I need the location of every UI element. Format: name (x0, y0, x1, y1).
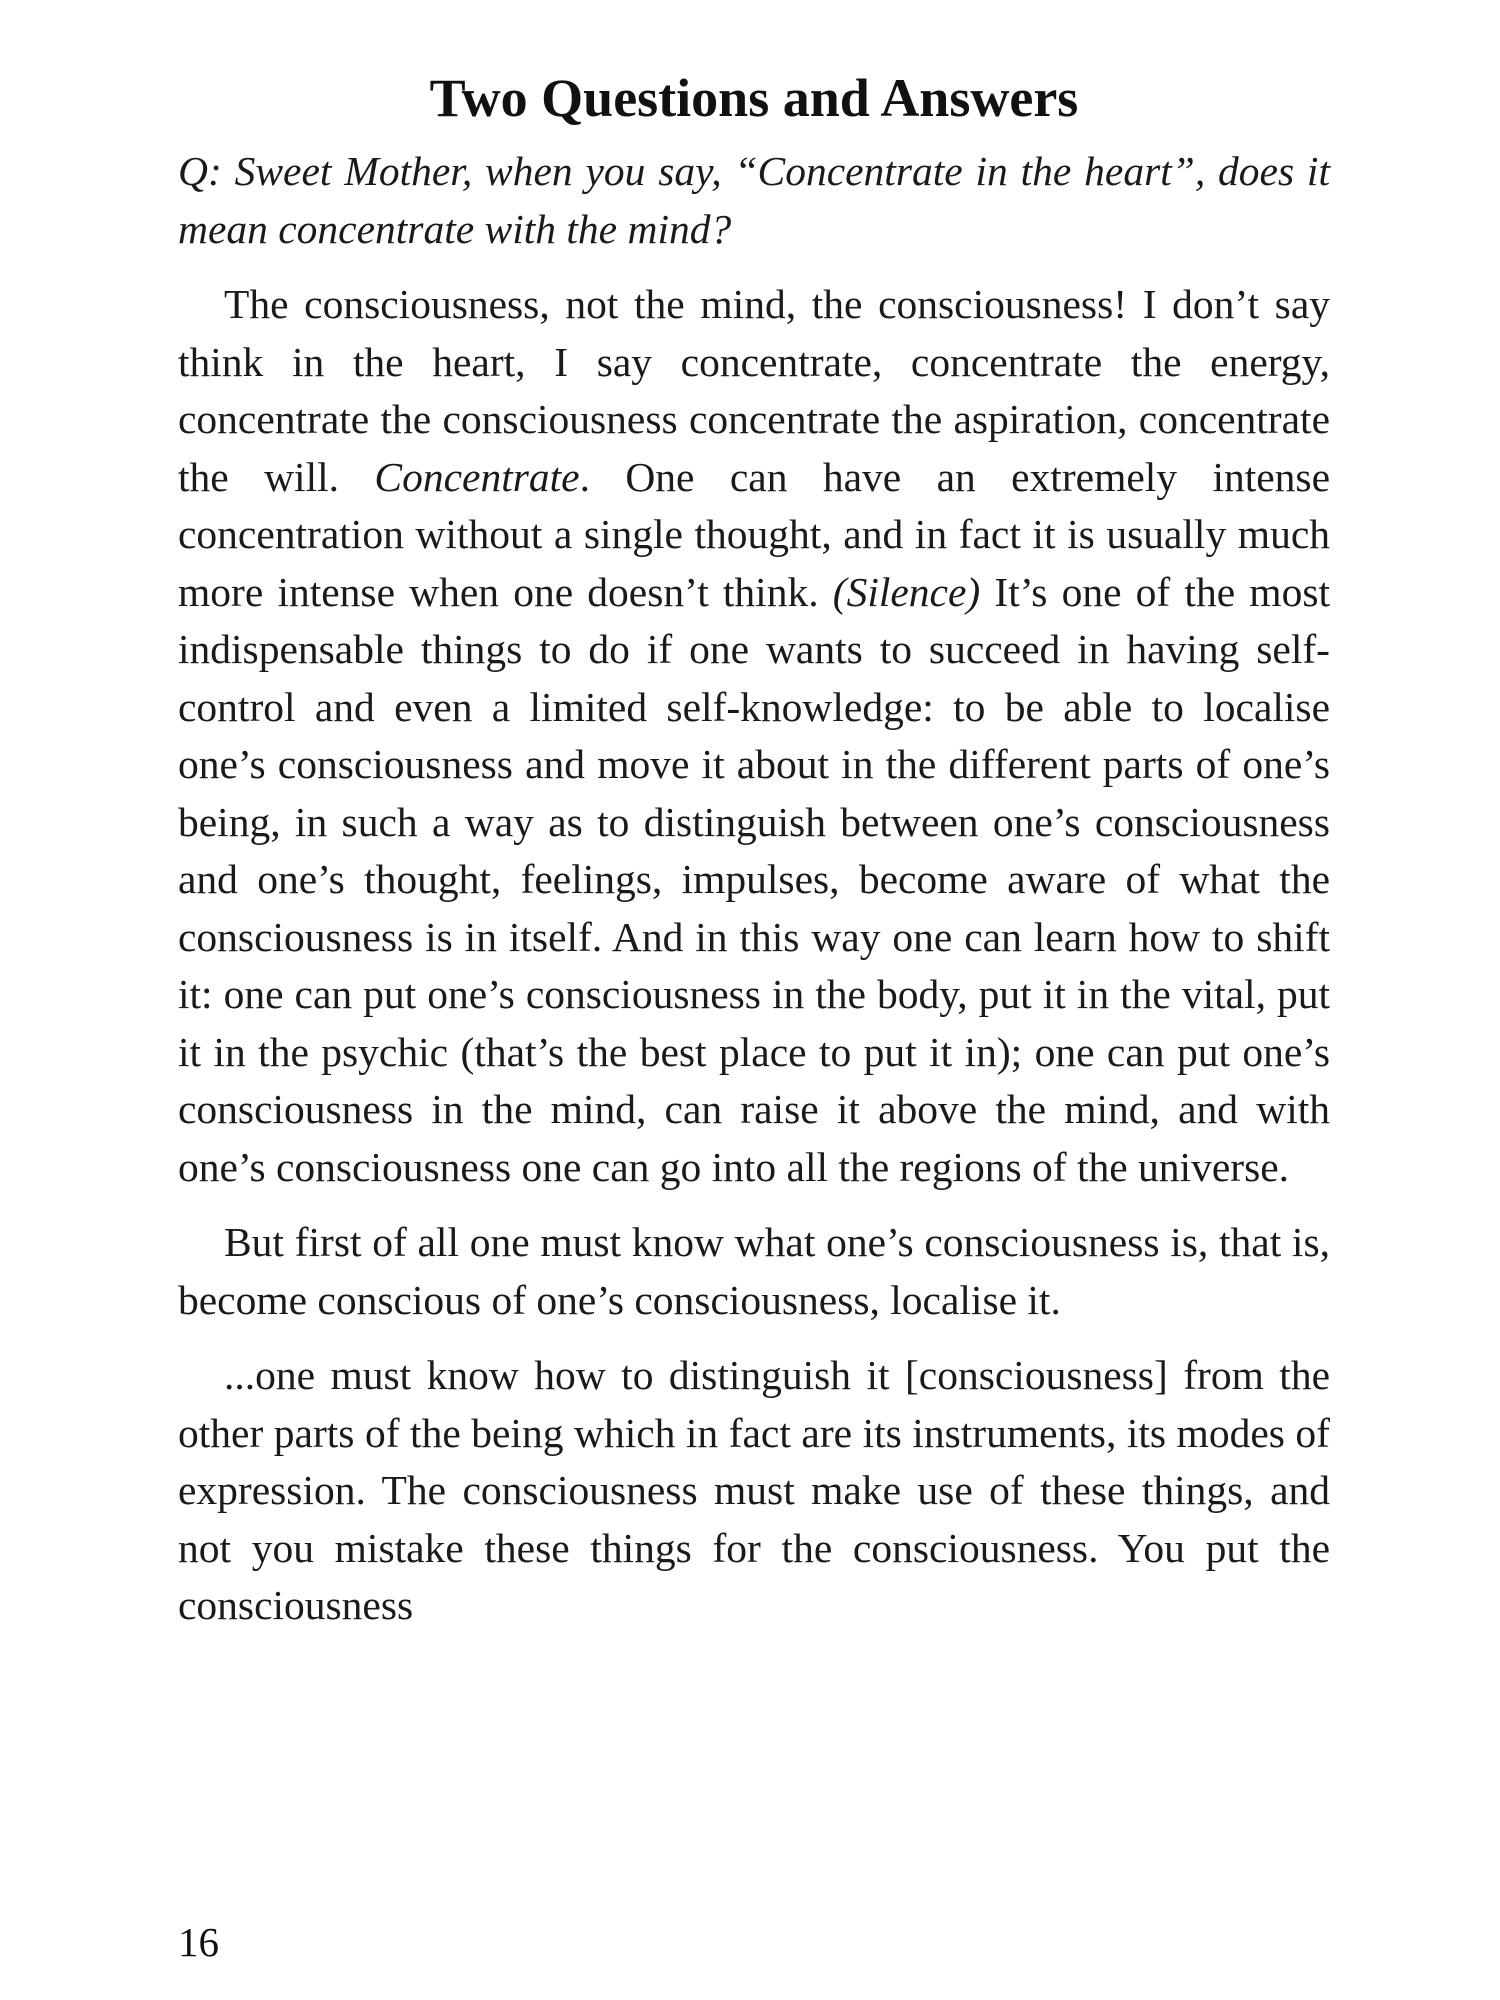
emphasis-silence: (Silence) (832, 568, 981, 615)
answer-text-segment-2: . One can have an extremely intense concentration without a single thought, and in fact it is usually much more intense when one doesn’t think. (178, 453, 1330, 615)
answer-paragraph-3: ...one must know how to distinguish it [consciousness] from the other parts of the being which in fact are its instruments, its modes of expression. The consciousness must make use of these things, and not you mistake these things for the consciousness. You put the consciousness (178, 1352, 1330, 1628)
question-paragraph: Q: Sweet Mother, when you say, “Concentrate in the heart”, does it mean concentrate with the mind? (178, 148, 1330, 252)
answer-text-segment-1: The consciousness, not the mind, the consciousness! I don’t say think in the heart, I say concentrate, concentrate the energy, concentrate the consciousness concentrate the aspiration, concentrate the will. (178, 281, 1330, 500)
book-page (178, 0, 1330, 2000)
emphasis-concentrate: Concentrate (374, 453, 580, 500)
page-title: Two Questions and Answers (429, 68, 1079, 129)
answer-text-segment-3: It’s one of the most indispensable things to do if one wants to succeed in having self-control and even a limited self-knowledge: to be able to localise one’s consciousness and move it about in the different parts of one’s being, in such a way as to distinguish between one’s consciousness and one’s thought, feelings, impulses, become aware of what the consciousness is in itself. And in this way one can learn how to shift it: one can put one’s consciousness in the body, put it in the vital, put it in the psychic (that’s the best place to put it in); one can put one’s consciousness in the mind, can raise it above the mind, and with one’s consciousness one can go into all the regions of the universe. (178, 568, 1330, 1190)
answer-paragraph-1 (178, 276, 1330, 1196)
page-number: 16 (178, 1919, 219, 1965)
body-text (178, 143, 1330, 1653)
answer-paragraph-2: But first of all one must know what one’s consciousness is, that is, become conscious of one’s consciousness, localise it. (178, 1219, 1330, 1323)
